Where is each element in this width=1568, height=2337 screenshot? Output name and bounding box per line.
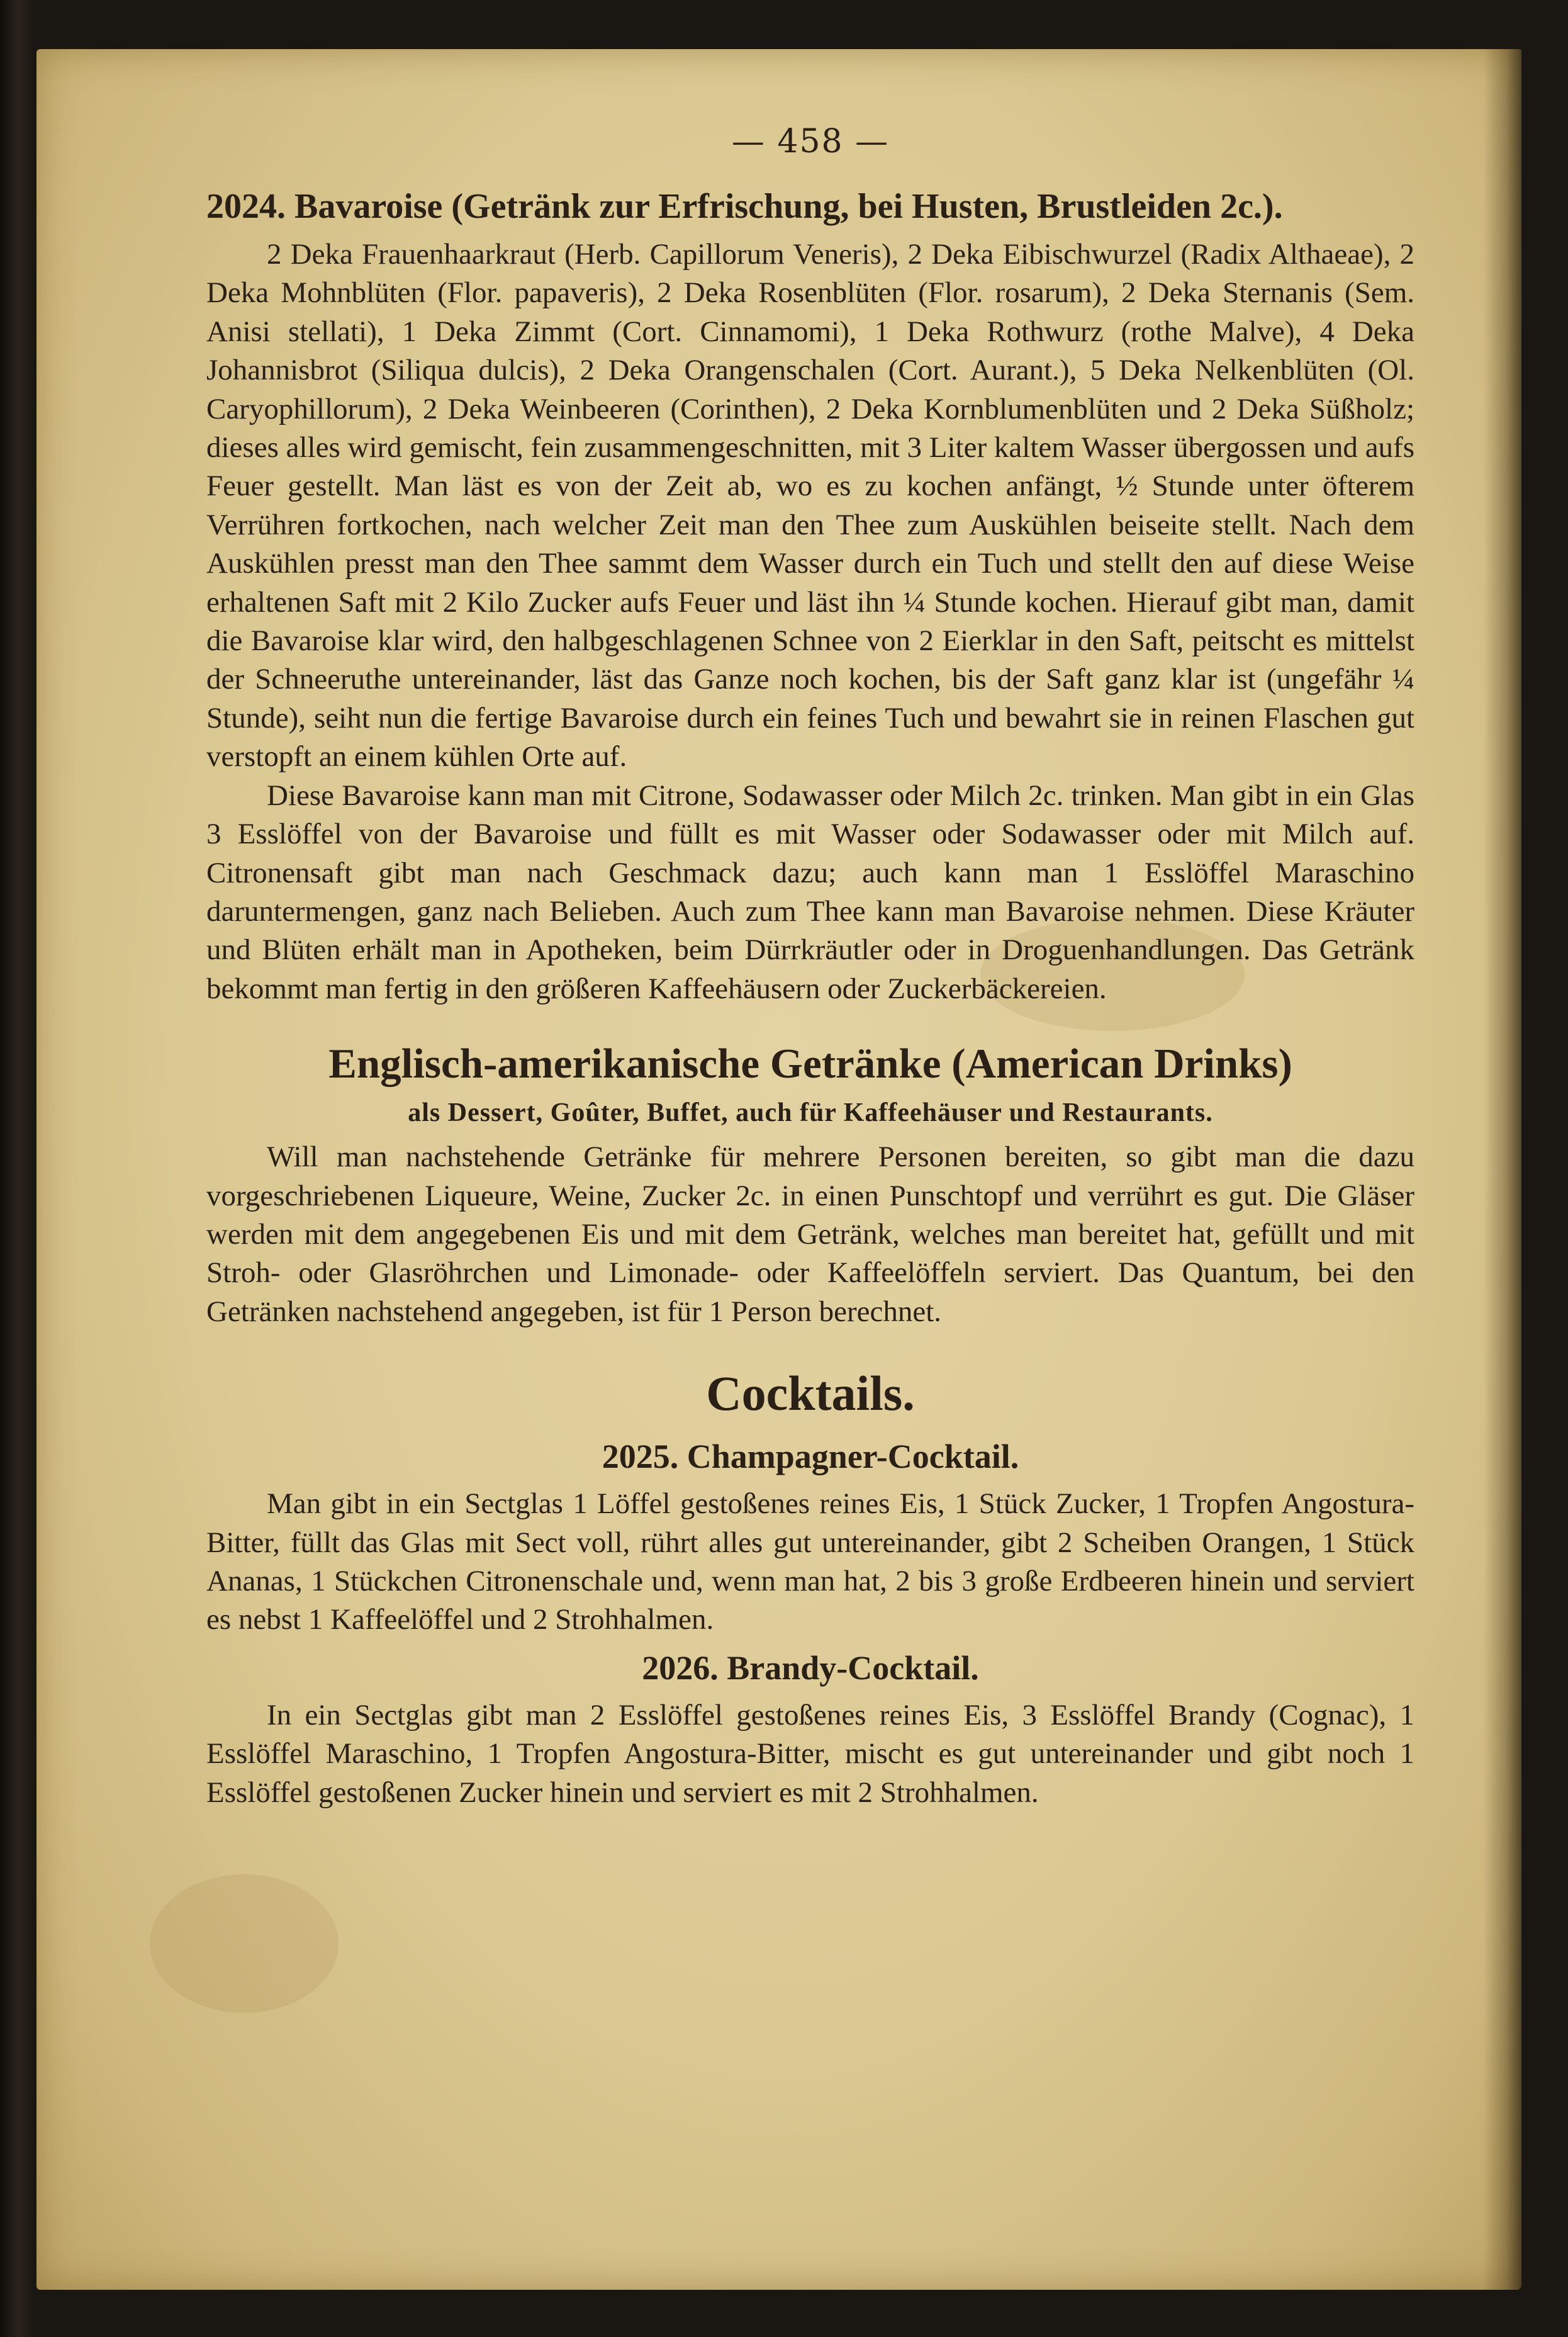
recipe-text-2025: Man gibt in ein Sectglas 1 Löffel gestoßenes reines Eis, 1 Stück Zucker, 1 Tropfen Angostura-Bitter, füllt das Glas mit Sect voll, rührt alles gut untereinander, gibt 2 Scheiben Orangen, 1 Stück Ananas, 1 Stückchen Citronenschale und, wenn man hat, 2 bis 3 große Erdbeeren hinein und serviert es nebst 1 Kaffeelöffel und 2 Strohhalmen. — [206, 1487, 1414, 1636]
recipe-title-2025: 2025. Champagner-Cocktail. — [602, 1438, 1019, 1476]
paper-stain — [150, 1874, 339, 2013]
section-title: Englisch-amerikanische Getränke (American Drinks) — [328, 1040, 1292, 1088]
recipe-title-2026: 2026. Brandy-Cocktail. — [642, 1648, 979, 1687]
recipe-text-2026: In ein Sectglas gibt man 2 Esslöffel gestoßenes reines Eis, 3 Esslöffel Brandy (Cognac), 1 Esslöffel Maraschino, 1 Tropfen Angostura-Bitter, mischt es gut untereinander und gibt noch 1 Esslöffel gestoßenen Zucker hinein und serviert es mit 2 Strohhalmen. — [206, 1698, 1414, 1809]
cocktails-heading: Cocktails. — [706, 1366, 915, 1421]
page-content — [206, 120, 1414, 1812]
section-subtitle: als Dessert, Goûter, Buffet, auch für Kaffeehäuser und Restaurants. — [408, 1098, 1213, 1128]
section-intro: Will man nachstehende Getränke für mehrere Personen bereiten, so gibt man die dazu vorgeschriebenen Liqueure, Weine, Zucker 2c. in einen Punschtopf und verrührt es gut. Die Gläser werden mit dem angegebenen Eis und mit dem Getränk, welches man bereitet hat, gefüllt und mit Stroh- oder Glasröhrchen und Limonade- oder Kaffeelöffeln serviert. Das Quantum, bei den Getränken nachstehend angegeben, ist für 1 Person berechnet. — [206, 1140, 1414, 1328]
recipe-paragraph-2024-ingredients: 2 Deka Frauenhaarkraut (Herb. Capillorum Veneris), 2 Deka Eibischwurzel (Radix Althaeae), 2 Deka Mohnblüten (Flor. papaveris), 2 Deka Rosenblüten (Flor. rosarum), 2 Deka Sternanis (Sem. Anisi stellati), 1 Deka Zimmt (Cort. Cinnamomi), 1 Deka Rothwurz (rothe Malve), 4 Deka Johannisbrot (Siliqua dulcis), 2 Deka Orangenschalen (Cort. Aurant.), 5 Deka Nelkenblüten (Ol. Caryophillorum), 2 Deka Weinbeeren (Corinthen), 2 Deka Kornblumenblüten und 2 Deka Süßholz; dieses alles wird gemischt, fein zusammengeschnitten, mit 3 Liter kaltem Wasser übergossen und aufs Feuer gestellt. Man läst es von der Zeit ab, wo es zu kochen anfängt, ½ Stunde unter öfterem Verrühren fortkochen, nach welcher Zeit man den Thee zum Auskühlen beiseite stellt. Nach dem Auskühlen presst man den Thee sammt dem Wasser durch ein Tuch und stellt den auf diese Weise erhaltenen Saft mit 2 Kilo Zucker aufs Feuer und läst ihn ¼ Stunde kochen. Hierauf gibt man, damit die Bavaroise klar wird, den halbgeschlagenen Schnee von 2 Eierklar in den Saft, peitscht es mittelst der Schneeruthe untereinander, läst das Ganze noch kochen, bis der Saft ganz klar ist (ungefähr ¼ Stunde), seiht nun die fertige Bavaroise durch ein feines Tuch und bewahrt sie in reinen Flaschen gut verstopft an einem kühlen Orte auf. — [206, 238, 1414, 774]
page-number: — 458 — — [731, 123, 890, 160]
book-gutter — [1484, 49, 1521, 2290]
recipe-title-2024: 2024. Bavaroise (Getränk zur Erfrischung, bei Husten, Brustleiden 2c.). — [206, 187, 1283, 226]
recipe-paragraph-2024-serving: Diese Bavaroise kann man mit Citrone, Sodawasser oder Milch 2c. trinken. Man gibt in ein Glas 3 Esslöffel von der Bavaroise und füllt es mit Wasser oder Sodawasser oder mit Milch auf. Citronensaft gibt man nach Geschmack dazu; auch kann man 1 Esslöffel Maraschino daruntermengen, ganz nach Belieben. Auch zum Thee kann man Bavaroise nehmen. Diese Kräuter und Blüten erhält man in Apotheken, beim Dürrkräutler oder in Droguenhandlungen. Das Getränk bekommt man fertig in den größeren Kaffeehäusern oder Zuckerbäckereien. — [206, 779, 1414, 1005]
